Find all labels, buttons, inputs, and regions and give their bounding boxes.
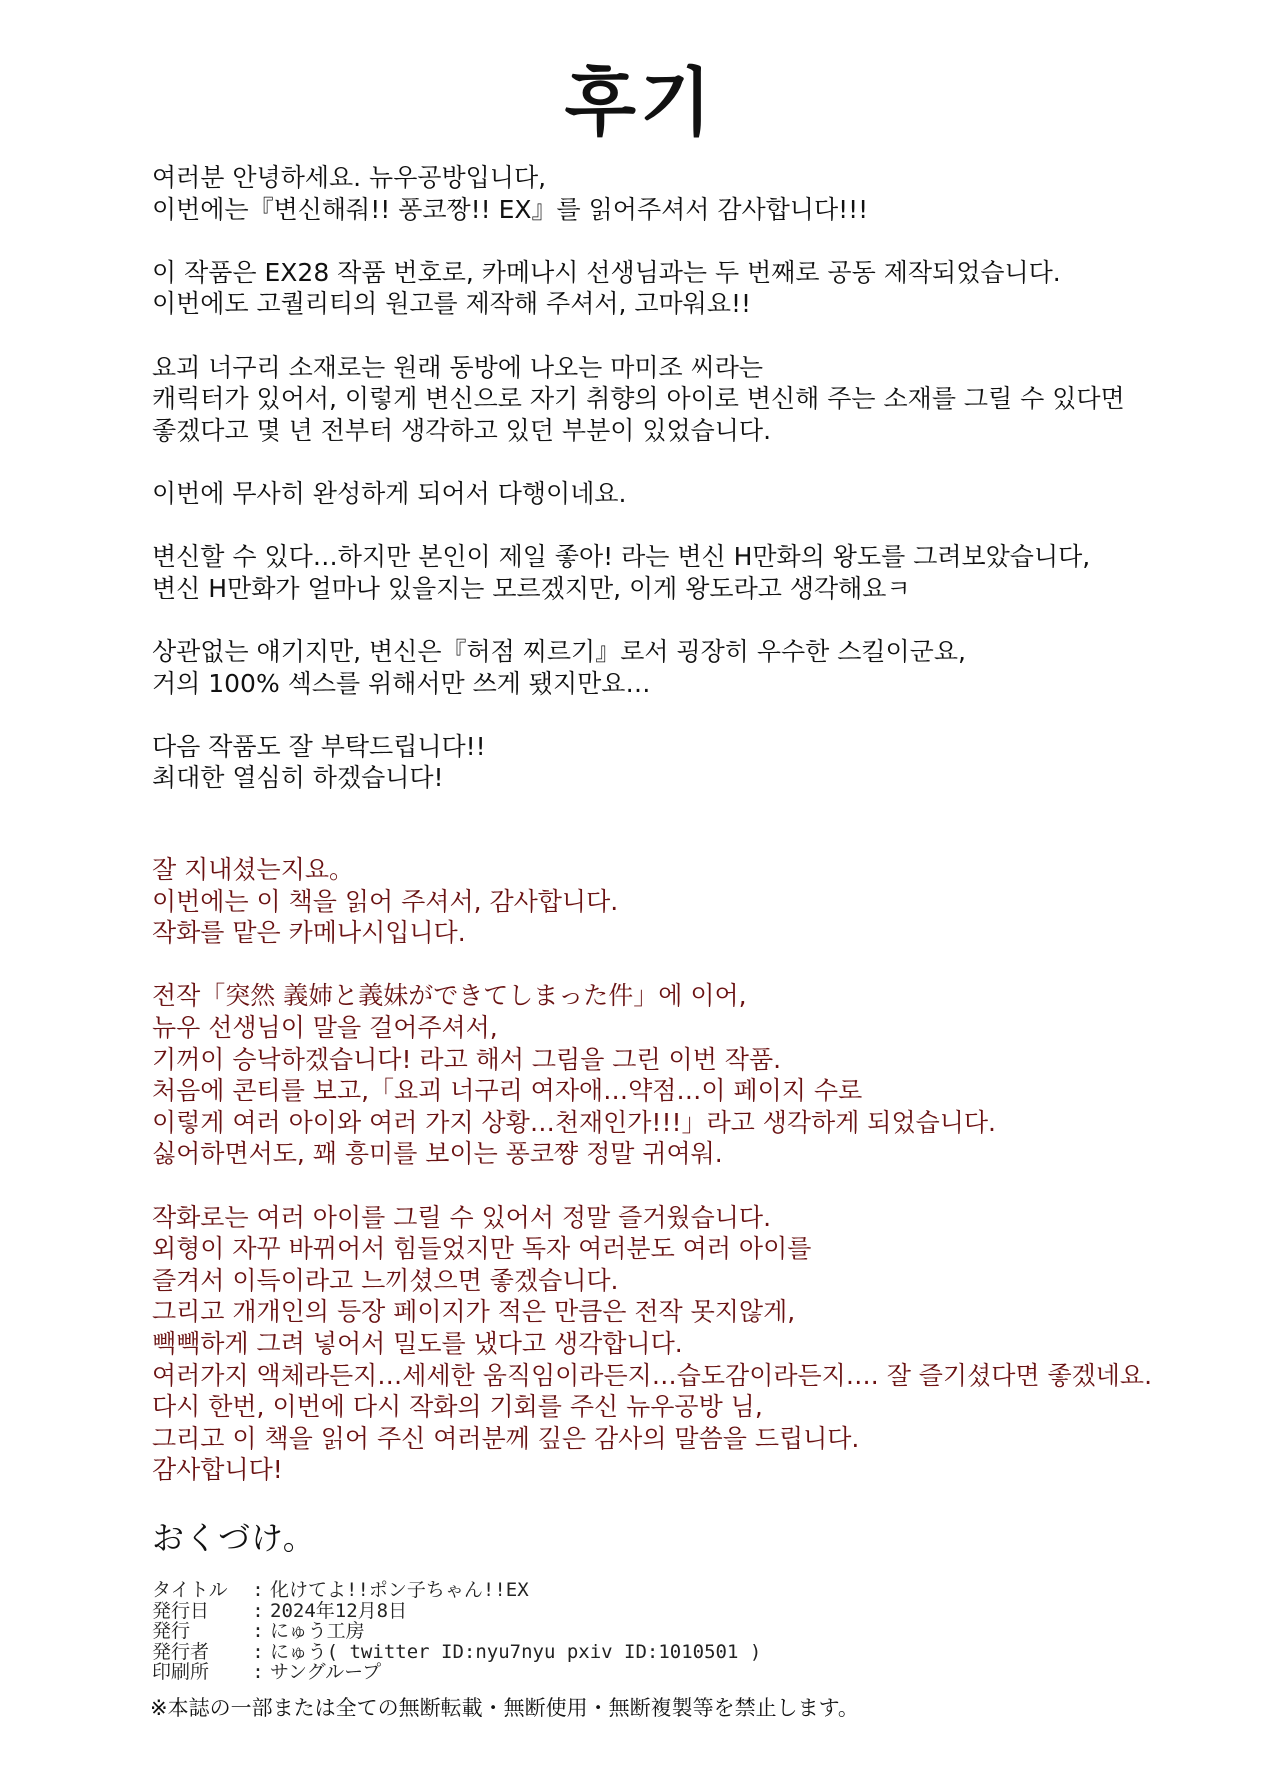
colophon-separator: : [252, 1599, 264, 1622]
copyright-notice: ※本誌の一部または全ての無断転載・無断使用・無断複製等を禁止します。 [150, 1696, 859, 1720]
colophon-label: 印刷所 [152, 1661, 210, 1683]
page-title: 후기 [564, 60, 716, 146]
author-line: 거의 100% 섹스를 위해서만 쓰게 됐지만요… [152, 668, 651, 698]
artist-line: 외형이 자꾸 바뀌어서 힘들었지만 독자 여러분도 여러 아이를 [152, 1234, 812, 1264]
author-line: 좋겠다고 몇 년 전부터 생각하고 있던 부분이 있었습니다. [152, 415, 772, 445]
author-line: 캐릭터가 있어서, 이렇게 변신으로 자기 취향의 아이로 변신해 주는 소재를 그릴 수 있다면 [152, 384, 1125, 414]
artist-line-blank [152, 949, 1232, 981]
colophon-separator: : [252, 1620, 264, 1642]
author-line: 이 작품은 EX28 작품 번호로, 카메나시 선생님과는 두 번째로 공동 제작되었습니다. [152, 257, 1061, 287]
artist-line: 뉴우 선생님이 말을 걸어주셔서, [152, 1012, 498, 1042]
author-line-blank [152, 510, 1232, 542]
artist-line-blank [152, 1170, 1232, 1202]
colophon-row-title [152, 1580, 761, 1601]
colophon-separator: : [252, 1579, 264, 1601]
colophon-value: 化けてよ!!ポン子ちゃん!!EX [270, 1579, 529, 1601]
artist-note [152, 854, 1232, 1486]
artist-line: 다시 한번, 이번에 다시 작화의 기회를 주신 뉴우공방 님, [152, 1392, 763, 1422]
author-line: 이번에 무사히 완성하게 되어서 다행이네요. [152, 478, 627, 508]
artist-line: 기꺼이 승낙하겠습니다! 라고 해서 그림을 그린 이번 작품. [152, 1044, 782, 1074]
colophon-separator: : [252, 1661, 264, 1683]
author-note [152, 162, 1232, 794]
author-line: 최대한 열심히 하겠습니다! [152, 763, 444, 793]
colophon-heading: おくづけ。 [152, 1519, 316, 1557]
colophon-row-printer [152, 1662, 761, 1683]
author-line: 상관없는 얘기지만, 변신은『허점 찌르기』로서 굉장히 우수한 스킬이군요, [152, 636, 966, 666]
colophon-value: 2024年12月8日 [270, 1599, 408, 1622]
artist-line: 전작「突然 義姉と義妹ができてしまった件」에 이어, [152, 981, 747, 1011]
artist-line: 작화로는 여러 아이를 그릴 수 있어서 정말 즐거웠습니다. [152, 1202, 772, 1232]
colophon-row-date [152, 1601, 761, 1622]
colophon-value: サングループ [270, 1661, 382, 1683]
artist-line: 이렇게 여러 아이와 여러 가지 상황…천재인가!!!」라고 생각하게 되었습니다. [152, 1107, 996, 1137]
artist-line: 여러가지 액체라든지…세세한 움직임이라든지…습도감이라든지…. 잘 즐기셨다면 좋겠네요. [152, 1360, 1153, 1390]
colophon-row-issuer [152, 1642, 761, 1663]
author-line-blank [152, 225, 1232, 257]
author-line: 이번에는『변신해줘!! 퐁코짱!! EX』를 읽어주셔서 감사합니다!!! [152, 194, 869, 224]
colophon-value: にゅう工房 [270, 1620, 365, 1642]
artist-line: 잘 지내셨는지요。 [152, 855, 354, 884]
colophon-table [152, 1580, 761, 1683]
author-line-blank [152, 320, 1232, 352]
author-line-blank [152, 446, 1232, 478]
author-line: 변신할 수 있다…하지만 본인이 제일 좋아! 라는 변신 H만화의 왕도를 그려보았습니다, [152, 542, 1091, 572]
colophon-label: 発行日 [152, 1599, 210, 1622]
colophon-separator: : [252, 1640, 264, 1663]
author-line: 변신 H만화가 얼마나 있을지는 모르겠지만, 이게 왕도라고 생각해요ㅋ [152, 573, 911, 603]
artist-line: 즐겨서 이득이라고 느끼셨으면 좋겠습니다. [152, 1265, 619, 1295]
colophon-value: にゅう( twitter ID:nyu7nyu pxiv ID:1010501 ) [270, 1640, 762, 1663]
artist-line: 처음에 콘티를 보고,「요괴 너구리 여자애…약점…이 페이지 수로 [152, 1076, 863, 1106]
artist-line: 이번에는 이 책을 읽어 주셔서, 감사합니다. [152, 886, 619, 916]
artist-line: 감사합니다! [152, 1455, 283, 1485]
author-line: 여러분 안녕하세요. 뉴우공방입니다, [152, 163, 547, 192]
author-line-blank [152, 604, 1232, 636]
artist-line: 빽빽하게 그려 넣어서 밀도를 냈다고 생각합니다. [152, 1328, 683, 1358]
colophon-row-publisher [152, 1621, 761, 1642]
colophon-label: 発行 [152, 1620, 191, 1642]
artist-line: 그리고 이 책을 읽어 주신 여러분께 깊은 감사의 말씀을 드립니다. [152, 1423, 860, 1453]
colophon-label: タイトル [152, 1579, 228, 1601]
author-line-blank [152, 699, 1232, 731]
colophon-label: 発行者 [152, 1640, 210, 1663]
author-line: 이번에도 고퀄리티의 원고를 제작해 주셔서, 고마워요!! [152, 289, 752, 319]
artist-line: 작화를 맡은 카메나시입니다. [152, 918, 466, 948]
artist-line: 싫어하면서도, 꽤 흥미를 보이는 퐁코쨩 정말 귀여워. [152, 1139, 723, 1169]
author-line: 다음 작품도 잘 부탁드립니다!! [152, 731, 486, 761]
author-line: 요괴 너구리 소재로는 원래 동방에 나오는 마미조 씨라는 [152, 352, 764, 382]
artist-line: 그리고 개개인의 등장 페이지가 적은 만큼은 전작 못지않게, [152, 1297, 796, 1327]
